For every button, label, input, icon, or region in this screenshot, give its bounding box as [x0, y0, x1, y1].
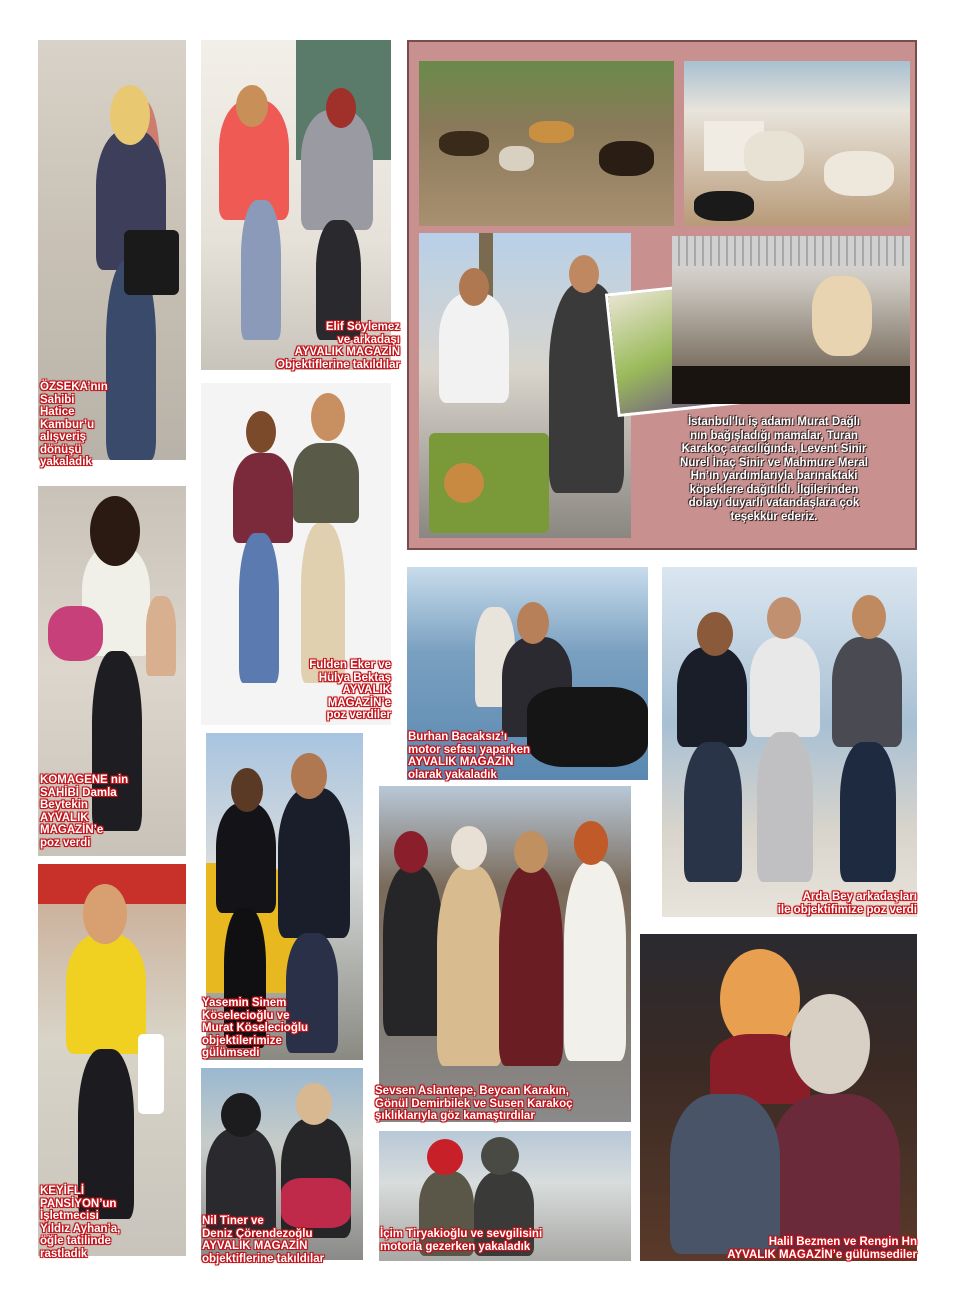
caption-burhan: Burhan Bacaksız’ı motor sefası yaparken AYVALIK MAGAZİN olarak yakaladık — [408, 731, 531, 781]
photo-dog-kennel — [672, 236, 910, 404]
caption-komagene: KOMAGENE nin SAHİBİ Damla Beytekin AYVALIK MAGAZİN’e poz verdi — [40, 774, 129, 849]
caption-keyifli: KEYİFLİ PANSİYON’un İşletmecisi Yıldız Ayhan’a, öğle tatilinde rastladık — [40, 1185, 121, 1260]
caption-fulden: Fulden Eker ve Hülya Bektaş AYVALIK MAGAZİN’e poz verdiler — [309, 659, 391, 721]
caption-halil: Halil Bezmen ve Rengin Hn AYVALIK MAGAZİN’e gülümsediler — [727, 1236, 917, 1261]
caption-elif: Elif Söylemez ve arkadaşı AYVALIK MAGAZİN Objektiflerine takıldılar — [276, 321, 400, 371]
photo-dogs-shelter — [684, 61, 910, 226]
caption-yasemin: Yasemin Sinem Köselecioğlu ve Murat Köselecioğlu objektilerimize gülümsedi — [202, 997, 309, 1059]
caption-sevsen: Sevsen Aslantepe, Beycan Karakın, Gönül Demirbilek ve Susen Karakoç şıklıklarıyla göz kamaştırdılar — [375, 1085, 573, 1122]
photo-dogs-field — [419, 61, 674, 226]
photo-sevsen-group — [379, 786, 631, 1122]
photo-arda — [662, 567, 917, 917]
caption-arda: Arda Bey arkadaşları ile objektifimize poz verdi — [777, 891, 917, 916]
caption-icim: İçim Tiryakioğlu ve sevgilisini motorla gezerken yakaladık — [380, 1228, 543, 1253]
dog-donation-text: İstanbul'lu iş adamı Murat Dağlı nın bağışladığı mamalar, Turan Karakoç aracılığında, Levent Sinir Nurel İnaç Sinir ve Mahmure Meral Hn’ın yardımlarıyla barınaktaki köpeklere dağıtıldı. İlgilerinden dolayı duyarlı vatandaşlara çok teşekkür ederiz. — [680, 416, 868, 523]
caption-nil: Nil Tiner ve Deniz Çörendezoğlu AYVALIK MAGAZİN objektiflerine takıldılar — [202, 1215, 325, 1265]
caption-ozseka: ÖZSEKA’nın Sahibi Hatice Kambur’u alışveriş dönüşü yakaladık — [40, 381, 108, 468]
photo-halil — [640, 934, 917, 1261]
photo-dog-food-donation — [419, 233, 631, 538]
